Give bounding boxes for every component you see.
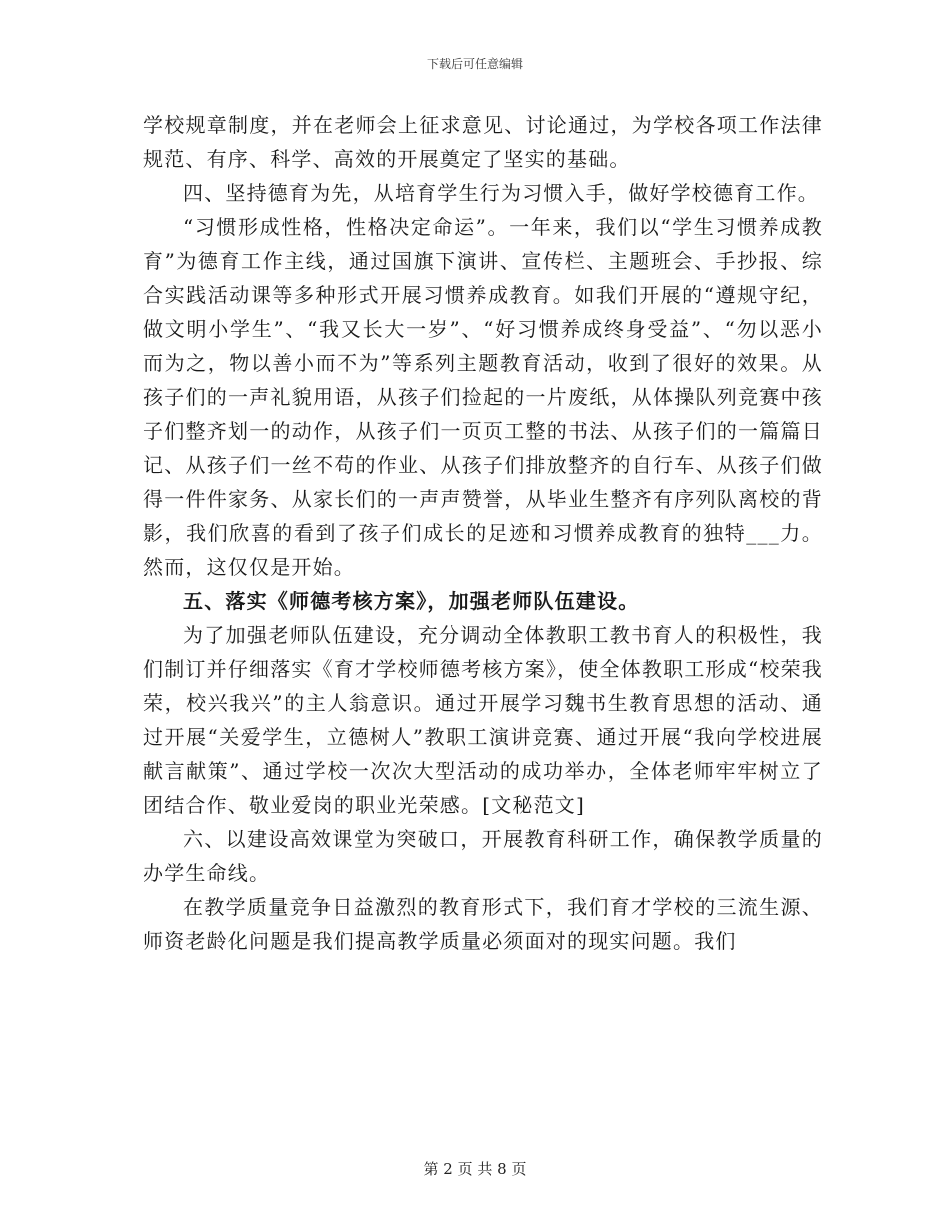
paragraph-teaching-quality: 在教学质量竞争日益激烈的教育形式下，我们育才学校的三流生源、师资老龄化问题是我们提高教学质量必须面对的现实问题。我们 — [143, 895, 823, 953]
section-heading-4: 四、坚持德育为先，从培育学生行为习惯入手，做好学校德育工作。 — [183, 181, 819, 205]
document-body — [143, 108, 823, 958]
page-header: 下载后可任意编辑 — [426, 57, 523, 71]
paragraph-continuation: 学校规章制度，并在老师会上征求意见、讨论通过，为学校各项工作法律规范、有序、科学、高效的开展奠定了坚实的基础。 — [143, 113, 823, 171]
page-number: 第 2 页 共 8 页 — [423, 1160, 527, 1178]
paragraph-teacher-team: 为了加强老师队伍建设，充分调动全体教职工教书育人的积极性，我们制订并仔细落实《育才学校师德考核方案》，使全体教职工形成“校荣我荣，校兴我兴”的主人翁意识。通过开展学习魏书生教育思想的活动、通过开展“关爱学生，立德树人”教职工演讲竞赛、通过开展“我向学校进展献言献策”、通过学校一次次大型活动的成功举办，全体老师牢牢树立了团结合作、敬业爱岗的职业光荣感。[文秘范文] — [143, 623, 823, 817]
paragraph-moral-education: “习惯形成性格，性格决定命运”。一年来，我们以“学生习惯养成教育”为德育工作主线，通过国旗下演讲、宣传栏、主题班会、手抄报、综合实践活动课等多种形式开展习惯养成教育。如我们开展的“遵规守纪，做文明小学生”、“我又长大一岁”、“好习惯养成终身受益”、“勿以恶小而为之，物以善小而不为”等系列主题教育活动，收到了很好的效果。从孩子们的一声礼貌用语，从孩子们捡起的一片废纸，从体操队列竞赛中孩子们整齐划一的动作，从孩子们一页页工整的书法、从孩子们的一篇篇日记、从孩子们一丝不苟的作业、从孩子们排放整齐的自行车、从孩子们做得一件件家务、从家长们的一声声赞誉，从毕业生整齐有序列队离校的背影，我们欣喜的看到了孩子们成长的足迹和习惯养成教育的独特___力。然而，这仅仅是开始。 — [143, 215, 823, 579]
section-heading-5: 五、落实《师德考核方案》，加强老师队伍建设。 — [183, 589, 640, 613]
section-heading-6: 六、以建设高效课堂为突破口，开展教育科研工作，确保教学质量的办学生命线。 — [143, 827, 823, 885]
